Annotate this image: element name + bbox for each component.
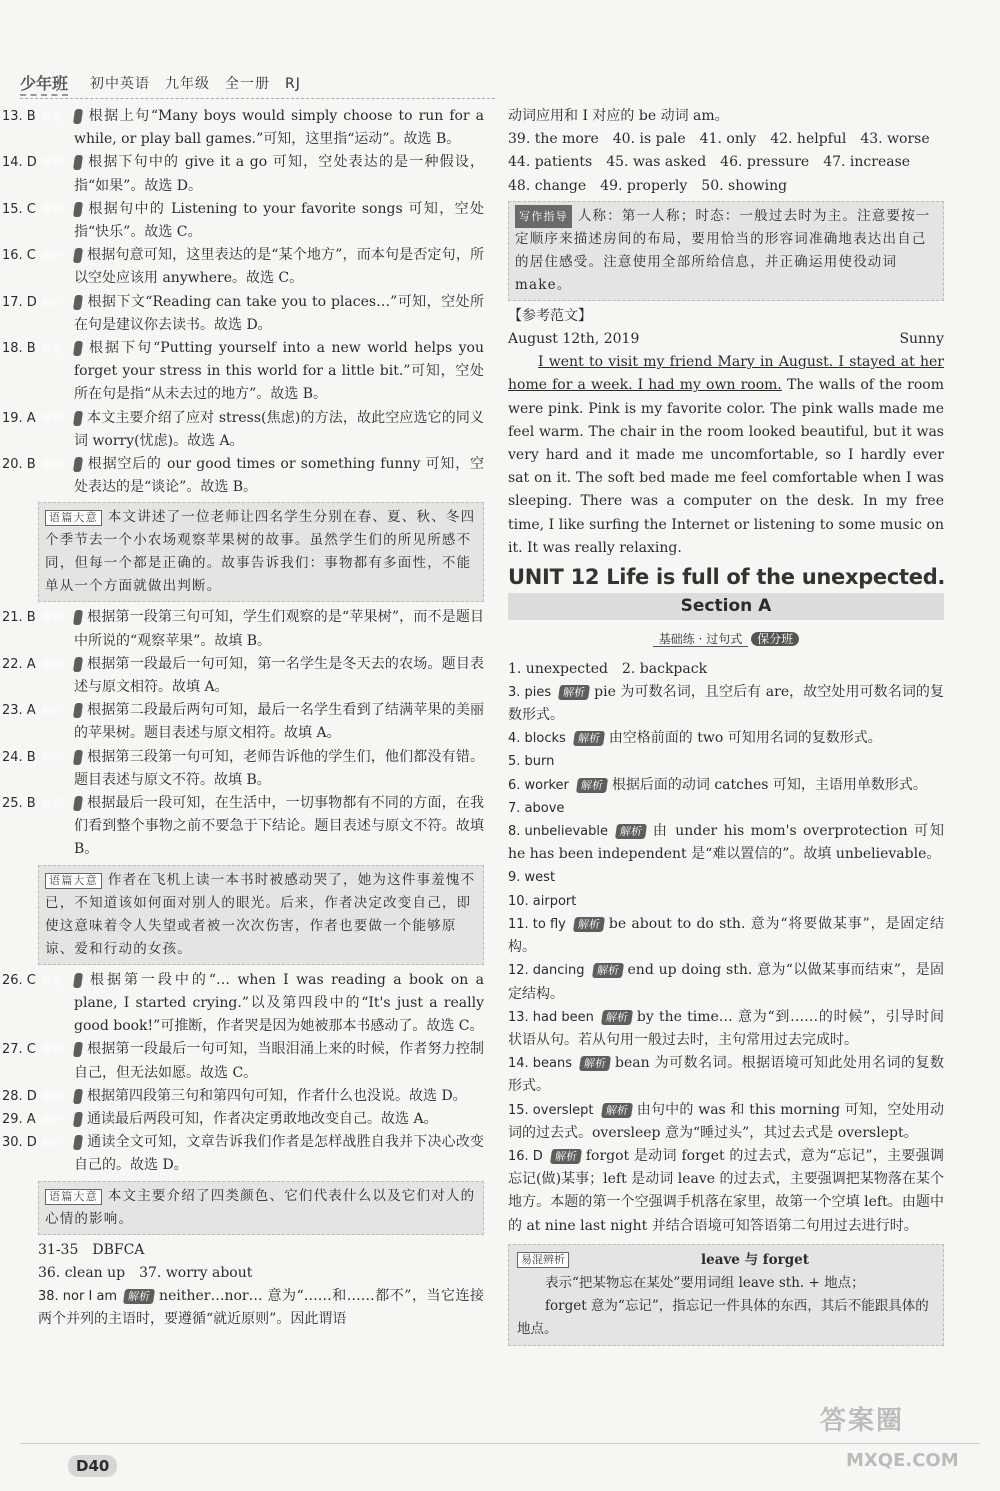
summary-text: 作者在飞机上读一本书时被感动哭了，她为这件事羞愧不已，不知道该如何面对别人的眼光。后来，作者决定改变自己，即使这意味着令人失望或者被一次次伤害，作者也要做一个能够原谅、爱和行动的女孩。 [45, 871, 476, 957]
essay-dateline [508, 328, 944, 351]
answer-item [2, 244, 484, 290]
answer-explanation: 根据第一段第三句可知，学生们观察的是“苹果树”，而不是题目中所说的“观察苹果”。故填 B。 [74, 609, 484, 649]
answer-item [2, 606, 484, 652]
analysis-tag: 解析 [550, 1149, 582, 1164]
confusable-title: leave 与 forget [701, 1251, 809, 1268]
answer-explanation: 根据第一段中的“… when I was reading a book on a plane, I started crying.”以及第四段中的“It's just a really good book!”可推断，作者哭是因为她被那本书感动了。故选 C。 [74, 971, 484, 1035]
analysis-tag: 解析 [73, 411, 83, 426]
answer-list-unit12 [508, 681, 944, 1238]
answer-item [2, 337, 484, 407]
confusable-box [508, 1244, 944, 1346]
analysis-tag: 解析 [73, 703, 83, 718]
answer-explanation: 根据下句“Putting yourself into a new world helps you forget your stress in this world for a little bit.”可知，空处所在句是指“从未去过的地方”。故选 B。 [74, 340, 484, 403]
analysis-tag: 解析 [73, 155, 83, 170]
analysis-tag: 解析 [73, 295, 83, 310]
analysis-tag: 解析 [73, 1135, 83, 1150]
answer-explanation: 根据第二段最后两句可知，最后一名学生看到了结满苹果的美丽的苹果树。题目表述与原文相符。故填 A。 [74, 702, 484, 742]
summary-label: 语篇大意 [45, 510, 102, 526]
answer-item [508, 820, 944, 866]
analysis-tag: 解析 [591, 963, 623, 978]
analysis-tag: 解析 [73, 657, 83, 672]
answer-number: 16. C [2, 248, 36, 264]
answer-number: 22. A [2, 656, 36, 672]
answer-number: 18. B [2, 341, 36, 357]
analysis-tag: 解析 [579, 1056, 611, 1071]
answer-item [508, 890, 944, 913]
answer-number: 26. C [2, 972, 36, 988]
summary-text: 本文讲述了一位老师让四名学生分别在春、夏、秋、冬四个季节去一个小农场观察苹果树的故事。虽然学生们的所见所感不同，但每一个都是正确的。故事告诉我们：事物都有多面性，不能单从一个方面就做出判断。 [45, 509, 476, 595]
answer-explanation: 根据上句“Many boys would simply choose to run for a while, or play ball games.”可知，这里指“运动”。故选 B。 [74, 108, 484, 148]
right-column [508, 105, 944, 1346]
analysis-tag: 解析 [73, 1042, 83, 1057]
writing-guide-box [508, 201, 944, 301]
confusable-line-2: forget 意为“忘记”，指忘记一件具体的东西，其后不能跟具体的地点。 [517, 1297, 929, 1337]
analysis-tag: 解析 [73, 248, 83, 263]
analysis-tag: 解析 [73, 610, 83, 625]
header-info: 初中英语 九年级 全一册 RJ [90, 76, 301, 92]
answer-explanation: 根据空后的 our good times or something funny 可知，空处表达的是“谈论”。故选 B。 [74, 456, 484, 496]
summary-box-3 [38, 1181, 484, 1235]
essay-body [508, 351, 944, 560]
analysis-tag: 解析 [573, 731, 605, 746]
answer-explanation: 根据第一段最后一句可知，当眼泪涌上来的时候，作者努力控制自己，但无法如愿。故选 C。 [74, 1041, 484, 1081]
level-text: 基础练 · 过句式 [653, 632, 748, 647]
answer-item [2, 1085, 484, 1108]
answer-item [508, 774, 944, 797]
answers-44-47: 44. patients 45. was asked 46. pressure 47. increase [508, 154, 911, 171]
answer-item [2, 407, 484, 453]
answer-number: 27. C [2, 1042, 36, 1058]
answers-1-2: 1. unexpected 2. backpack [508, 660, 708, 677]
answer-item [508, 866, 944, 889]
answer-number: 15. C [2, 201, 36, 217]
answer-explanation: 根据后面的动词 catches 可知，主语用单数形式。 [611, 776, 927, 793]
answer-explanation: 通读全文可知，文章告诉我们作者是怎样战胜自我并下决心改变自己的。故选 D。 [74, 1134, 484, 1174]
essay-underlined-opening: I went to visit my friend Mary in August. I stayed at her home for a week. I had my own room. [508, 354, 944, 394]
answer-number: 14. D [2, 155, 37, 171]
unit-title: UNIT 12 Life is full of the unexpected. [508, 565, 946, 590]
analysis-tag: 解析 [558, 685, 590, 700]
answer-number: 17. D [2, 294, 37, 310]
answer-number: 13. had been [508, 1009, 594, 1025]
analysis-tag: 解析 [600, 1103, 632, 1118]
summary-box-1 [38, 502, 484, 602]
answer-number: 5. burn [508, 754, 555, 770]
confusable-body [517, 1272, 935, 1341]
answer-number: 7. above [508, 800, 565, 816]
analysis-tag: 解析 [73, 796, 83, 811]
answers-31-35: 31-35 DBFCA [38, 1241, 145, 1258]
answer-explanation: 本文主要介绍了应对 stress(焦虑)的方法，故此空应选它的同义词 worry(忧虑)。故选 A。 [74, 409, 484, 449]
answer-item [2, 653, 484, 699]
answer-item [508, 913, 944, 959]
answer-number: 23. A [2, 703, 36, 719]
answer-number: 28. D [2, 1088, 37, 1104]
answers-36-37: 36. clean up 37. worry about [38, 1264, 253, 1281]
level-badge: 保分班 [751, 632, 799, 646]
analysis-tag: 解析 [73, 109, 83, 124]
answer-explanation: 根据第一段最后一句可知，第一名学生是冬天去的农场。题目表述与原文相符。故填 A。 [74, 655, 484, 696]
answer-item [2, 746, 484, 792]
analysis-tag: 解析 [73, 1089, 83, 1104]
answer-item [508, 750, 944, 773]
answer-explanation: be about to do sth. 意为“将要做某事”，是固定结构。 [508, 915, 944, 956]
writing-guide-text: 人称：第一人称；时态：一般过去时为主。注意要按一定顺序来描述房间的布局，要用恰当的形容词准确地表达出自己的居住感受。注意使用全部所给信息，并正确运用使役动词 make。 [515, 207, 931, 293]
answer-item [2, 105, 484, 151]
answer-number: 19. A [2, 410, 36, 426]
answer-item [2, 1108, 484, 1131]
answer-item [2, 198, 484, 244]
answer-explanation: 根据最后一段可知，在生活中，一切事物都有不同的方面，在我们看到整个事物之前不要急于下结论。题目表述与原文不符。故填 B。 [74, 795, 484, 858]
section-heading: Section A [508, 593, 944, 620]
analysis-tag: 解析 [73, 341, 83, 356]
answer-number: 15. overslept [508, 1102, 594, 1118]
answer-item-38 [38, 1285, 484, 1331]
answer-item [508, 1099, 944, 1145]
answer-item [508, 1006, 944, 1052]
answer-number: 25. B [2, 796, 36, 812]
answer-explanation: bean 为可数名词。根据语境可知此处用名词的复数形式。 [508, 1055, 944, 1095]
analysis-tag: 解析 [601, 1010, 633, 1025]
analysis-tag: 解析 [73, 202, 83, 217]
essay-rest: The walls of the room were pink. Pink is my favorite color. The pink walls made me feel warm. The chair in the room looked beautiful, but it was very hard and it made me uncomfortable, so I hardly ever sat on it. The soft bed made me feel comfortable when I was sleeping. There was a computer on the desk. In my free time, I like surfing the Internet or listening to some music on it. It was really relaxing. [508, 377, 944, 556]
analysis-tag: 解析 [573, 917, 605, 932]
answer-number: 24. B [2, 749, 36, 765]
answer-item [2, 792, 484, 862]
summary-box-2 [38, 865, 484, 965]
answer-explanation: 通读最后两段可知，作者决定勇敢地改变自己。故选 A。 [87, 1110, 438, 1127]
answer-item [2, 453, 484, 499]
answer-item [508, 1145, 944, 1238]
summary-text: 本文主要介绍了四类颜色、它们代表什么以及它们对人的心情的影响。 [45, 1187, 476, 1227]
answer-number: 10. airport [508, 893, 577, 909]
answer-item [2, 969, 484, 1039]
answer-number: 21. B [2, 610, 36, 626]
answer-number: 30. D [2, 1135, 37, 1151]
answer-item [2, 699, 484, 745]
answer-explanation: 根据第三段第一句可知，老师告诉他的学生们，他们都没有错。题目表述与原文不符。故填 B。 [74, 748, 484, 788]
answer-number: 8. unbelievable [508, 824, 609, 840]
confusable-header [517, 1249, 935, 1272]
analysis-tag: 解析 [615, 824, 647, 839]
analysis-tag: 解析 [73, 1112, 83, 1127]
page-number: D40 [68, 1455, 117, 1477]
answer-explanation: 根据句意可知，这里表达的是“某个地方”，而本句是否定句，所以空处应该用 anywhere。故选 C。 [74, 247, 484, 287]
answer-explanation: 由空格前面的 two 可知用名词的复数形式。 [608, 730, 882, 747]
answer-explanation: 由句中的 was 和 this morning 可知，空处用动词的过去式。oversleep 意为“睡过头”，其过去式是 overslept。 [508, 1101, 944, 1141]
answer-item [508, 959, 944, 1005]
watermark-logo: 答案圈 [820, 1406, 905, 1436]
analysis-tag: 解析 [123, 1289, 155, 1304]
answer-explanation: 根据下句中的 give it a go 可知，空处表达的是一种假设，指“如果”。故选 D。 [74, 154, 484, 194]
watermark-url: MXQE.COM [846, 1450, 959, 1471]
answer-explanation: end up doing sth. 意为“以做某事而结束”，是固定结构。 [508, 962, 944, 1002]
answer-number: 38. nor I am [38, 1288, 118, 1304]
answer-number: 14. beans [508, 1056, 573, 1072]
confusable-label: 易混辨析 [517, 1252, 569, 1268]
answer-explanation: neither…nor… 意为“……和……都不”，当它连接两个并列的主语时，要遵循“就近原则”。因此谓语 [38, 1287, 484, 1328]
answer-item [508, 727, 944, 750]
summary-label: 语篇大意 [45, 873, 102, 889]
brand-logo: 少年班 [20, 71, 68, 96]
answer-item [2, 291, 484, 337]
answer-explanation: 根据句中的 Listening to your favorite songs 可知，空处指“快乐”。故选 C。 [74, 200, 484, 241]
analysis-tag: 解析 [73, 750, 83, 765]
answer-item [508, 797, 944, 820]
header-divider [20, 98, 495, 99]
answer-item [508, 681, 944, 727]
answer-number: 3. pies [508, 684, 552, 700]
answer-explanation: 根据第四段第三句和第四句可知，作者什么也没说。故选 D。 [87, 1087, 467, 1104]
answer-number: 12. dancing [508, 963, 585, 979]
confusable-line-1: 表示“把某物忘在某处”要用词组 leave sth. + 地点； [545, 1274, 865, 1291]
answer-item [508, 1052, 944, 1098]
level-banner [508, 628, 944, 651]
answer-number: 6. worker [508, 777, 569, 793]
answer-item [2, 1131, 484, 1177]
answers-39-43: 39. the more 40. is pale 41. only 42. helpful 43. worse [508, 131, 930, 148]
answer-number: 9. west [508, 870, 556, 886]
answer-explanation: by the time… 意为“到……的时候”，引导时间状语从句。若从句用一般过去时，主句常用过去完成时。 [508, 1008, 944, 1048]
page-header [20, 68, 500, 98]
answer-number: 11. to fly [508, 916, 566, 932]
answer-38-continued: 动词应用和 I 对应的 be 动词 am。 [508, 108, 729, 124]
essay-date: August 12th, 2019 [508, 331, 640, 348]
footer-divider [20, 1443, 980, 1444]
answer-number: 13. B [2, 109, 36, 124]
answer-list-c [2, 969, 484, 1178]
answer-explanation: forgot 是动词 forget 的过去式，意为“忘记”，主要强调忘记(做)某事；left 是动词 leave 的过去式，主要强调把某物落在某个地方。本题的第一个空强调手机落在家里，故第一个空填 left。由题中的 at nine last night 并结合语境可知答语第二句用过去进行时。 [508, 1147, 944, 1234]
answer-number: 4. blocks [508, 731, 566, 747]
answers-48-50: 48. change 49. properly 50. showing [508, 177, 788, 194]
left-column [2, 105, 484, 1331]
writing-guide-label: 写作指导 [515, 205, 572, 228]
essay-weather: Sunny [899, 331, 944, 348]
answer-list-a [2, 105, 484, 499]
answer-item [2, 1038, 484, 1084]
answer-number: 29. A [2, 1111, 36, 1127]
sample-essay-label: 【参考范文】 [508, 307, 592, 324]
answer-number: 20. B [2, 457, 36, 473]
answer-explanation: pie 为可数名词，且空后有 are，故空处用可数名词的复数形式。 [508, 683, 944, 724]
answer-explanation: 根据下文“Reading can take you to places…”可知，空处所在句是建议你去读书。故选 D。 [74, 293, 484, 333]
analysis-tag: 解析 [73, 973, 83, 988]
analysis-tag: 解析 [73, 457, 83, 472]
analysis-tag: 解析 [576, 778, 608, 793]
summary-label: 语篇大意 [45, 1189, 102, 1205]
answer-explanation: 由 under his mom's overprotection 可知 he has been independent 是“难以置信的”。故填 unbelievable。 [508, 823, 944, 863]
answer-number: 16. D [508, 1148, 543, 1164]
answer-item [2, 151, 484, 197]
answer-list-b [2, 606, 484, 861]
